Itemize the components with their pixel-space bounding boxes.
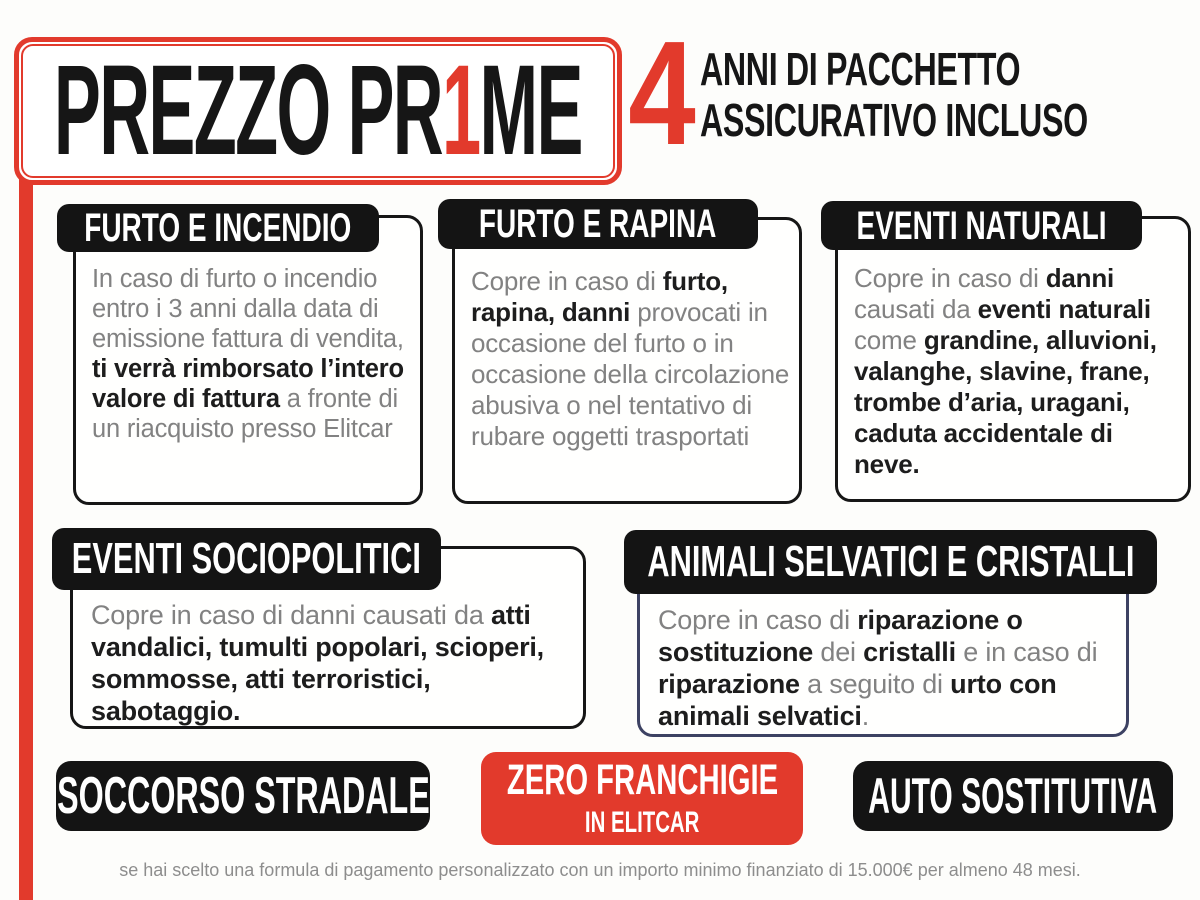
badge-auto-sostitutiva (853, 761, 1173, 831)
card-title-pill (821, 201, 1142, 250)
title-part1: PREZZO PR (54, 39, 443, 182)
card-title: ANIMALI SELVATICI E CRISTALLI (646, 537, 1135, 586)
card-body-box (835, 216, 1191, 502)
header-claim-line2: ASSICURATIVO INCLUSO (700, 94, 1088, 146)
badge-zero-franchigie (481, 752, 803, 845)
card-body-box (452, 217, 802, 504)
card-furto-e-rapina (452, 202, 802, 504)
card-animali-selvatici-e-cristalli (637, 537, 1135, 737)
card-title: EVENTI NATURALI (856, 203, 1107, 248)
card-body-text: Copre in caso di riparazione o sostituzione dei cristalli e in caso di riparazione a seguito di urto con animali selvatici. (658, 605, 1098, 731)
big-number-4: 4 (628, 11, 696, 176)
card-title-pill (438, 199, 758, 249)
card-body-text: Copre in caso di furto, rapina, danni provocati in occasione del furto o in occasione della circolazione abusiva o nel tentativo di rubare oggetti trasportati (471, 266, 790, 451)
card-body-text: In caso di furto o incendio entro i 3 anni dalla data di emissione fattura di vendita, ti verrà rimborsato l’intero valore di fattura a fronte di un riacquisto presso Elitcar (92, 265, 404, 443)
page-title (54, 39, 582, 182)
badge-label: AUTO SOSTITUTIVA (868, 768, 1158, 824)
card-title-pill (624, 530, 1157, 594)
badge-sublabel: IN ELITCAR (584, 806, 700, 839)
card-eventi-naturali (835, 203, 1191, 502)
card-title-pill (57, 204, 379, 252)
card-title: EVENTI SOCIOPOLITICI (71, 534, 422, 583)
card-title-pill (52, 528, 441, 590)
badge-soccorso-stradale (56, 761, 430, 831)
title-box (14, 37, 622, 185)
red-accent-line (19, 168, 33, 900)
title-part2: ME (479, 39, 582, 182)
header-claim-line1: ANNI DI PACCHETTO (700, 43, 1021, 95)
card-body-box (73, 215, 423, 505)
badge-label: ZERO FRANCHIGIE (506, 756, 778, 804)
title-accent-digit: 1 (442, 39, 480, 182)
card-title: FURTO E RAPINA (479, 202, 717, 246)
header-claim (700, 44, 1200, 146)
card-eventi-sociopolitici (70, 534, 586, 729)
footer-note: se hai scelto una formula di pagamento personalizzato con un importo minimo finanziato di 15.000€ per almeno 48 mesi. (119, 860, 1081, 880)
card-body-text: Copre in caso di danni causati da atti vandalici, tumulti popolari, scioperi, sommosse, atti terroristici, sabotaggio. (91, 600, 544, 726)
card-furto-e-incendio (73, 206, 423, 505)
card-title: FURTO E INCENDIO (84, 206, 352, 250)
badge-label: SOCCORSO STRADALE (56, 767, 430, 825)
card-body-text: Copre in caso di danni causati da eventi naturali come grandine, alluvioni, valanghe, slavine, frane, trombe d’aria, uragani, caduta accidentale di neve. (854, 263, 1157, 479)
